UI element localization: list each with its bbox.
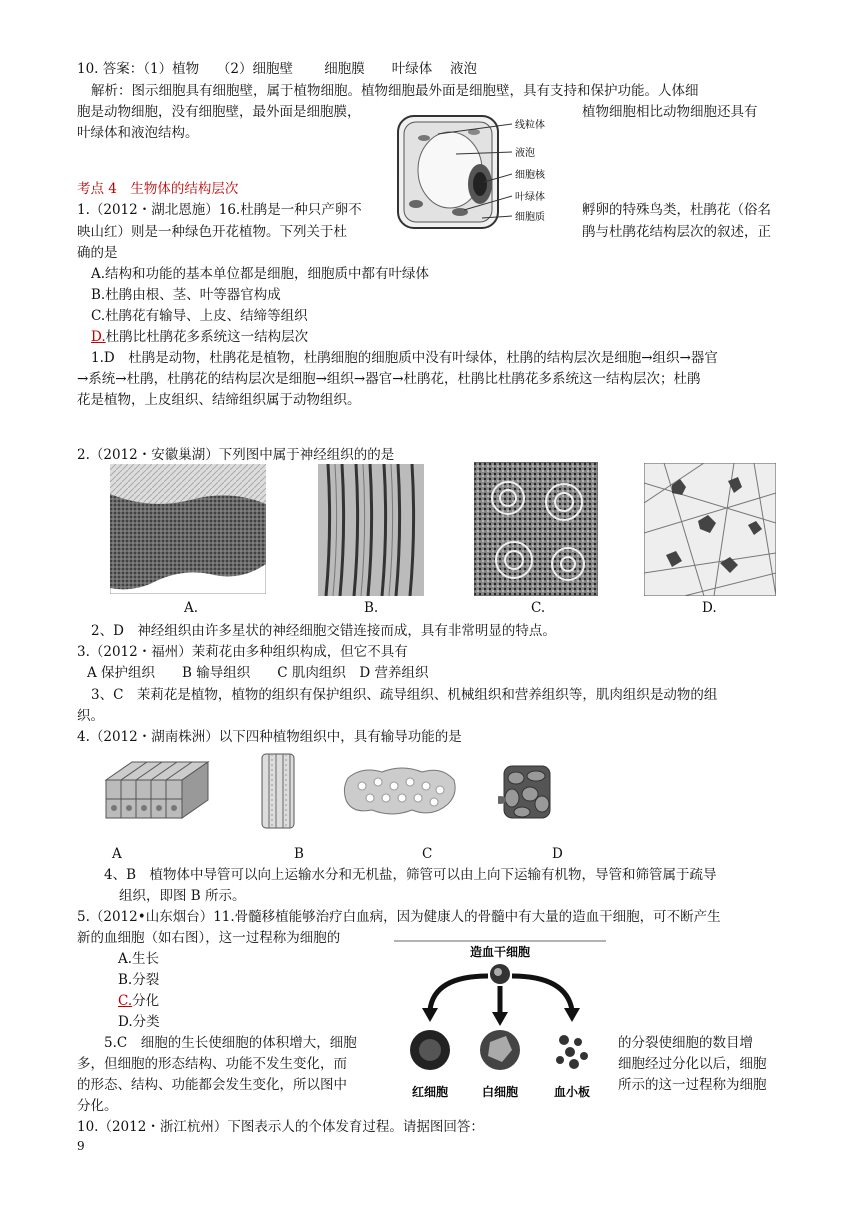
tissue-image-a	[110, 464, 266, 594]
q10-analysis-line: 解析：图示细胞具有细胞壁，属于植物细胞。植物细胞最外面是细胞壁，具有支持和保护功能。人体细	[91, 83, 699, 99]
q2-label-b: B.	[364, 600, 379, 616]
q4-stem: 4.（2012・湖南株洲）以下四种植物组织中，具有输导功能的是	[77, 729, 462, 745]
q3-explanation: 织。	[77, 708, 104, 724]
q5-stem: 5.（2012•山东烟台）11.骨髓移植能够治疗白血病，因为健康人的骨髓中有大量的造血干细胞，可不断产生	[77, 909, 721, 925]
q4-label-d: D	[552, 846, 563, 862]
plant-tissue-d	[498, 760, 554, 822]
q2-stem: 2.（2012・安徽巢湖）下列图中属于神经组织的的是	[77, 447, 395, 463]
cell-label-vacuole: 液泡	[515, 148, 535, 159]
cell-label-mitochondria: 线粒体	[515, 120, 545, 131]
q5-explanation: 所示的这一过程称为细胞	[618, 1077, 767, 1093]
q4-label-a: A	[112, 846, 122, 862]
q10-analysis-line: 植物细胞相比动物细胞还具有	[582, 104, 758, 120]
q10-analysis-line: 胞是动物细胞，没有细胞壁，最外面是细胞膜，	[77, 104, 361, 120]
q1-explanation: 1.D 杜鹃是动物，杜鹃花是植物，杜鹃细胞的细胞质中没有叶绿体，杜鹃的结构层次是细胞→组织→器官	[91, 350, 718, 366]
plant-cell-figure	[394, 110, 570, 234]
q1-option-d	[91, 328, 308, 346]
q1-stem: 1.（2012・湖北恩施）16.杜鹃是一种只产卵不	[77, 202, 362, 218]
plant-tissue-a	[102, 758, 212, 820]
q2-label-c: C.	[531, 600, 546, 616]
q1-option-a: A.结构和功能的基本单位都是细胞，细胞质中都有叶绿体	[91, 266, 430, 282]
q5-explanation: 分化。	[77, 1098, 118, 1114]
tissue-image-d	[644, 463, 776, 596]
plant-tissue-b	[260, 752, 296, 830]
q5-stem: 新的血细胞（如右图），这一过程称为细胞的	[77, 930, 341, 946]
q10-answer-line: 10. 答案：（1）植物 （2）细胞壁 细胞膜 叶绿体 液泡	[77, 61, 478, 77]
white-blood-cell-label: 白细胞	[481, 1085, 519, 1099]
q3-stem: 3.（2012・福州）茉莉花由多种组织构成，但它不具有	[77, 644, 408, 660]
platelet-label: 血小板	[553, 1085, 591, 1099]
q2-label-d: D.	[702, 600, 717, 616]
q1-explanation: 花是植物，上皮组织、结缔组织属于动物组织。	[77, 392, 361, 408]
section-title: 考点 4 生物体的结构层次	[77, 181, 239, 197]
q1-stem: 鹃与杜鹃花结构层次的叙述，正	[582, 224, 771, 240]
tissue-image-b	[318, 464, 424, 596]
cell-label-nucleus: 细胞核	[515, 170, 545, 181]
q1-explanation: →系统→杜鹃，杜鹃花的结构层次是细胞→组织→器官→杜鹃花，杜鹃比杜鹃花多系统这一结构层次；杜鹃	[77, 371, 701, 387]
q1-option-d-letter: D.	[91, 329, 106, 345]
q4-explanation: 4、B 植物体中导管可以向上运输水分和无机盐，筛管可以由上向下运输有机物，导管和筛管属于疏导	[104, 867, 717, 883]
q5-explanation: 细胞经过分化以后，细胞	[618, 1056, 767, 1072]
q10b-stem: 10.（2012・浙江杭州）下图表示人的个体发育过程。请据图回答：	[77, 1119, 484, 1135]
q3-explanation: 3、C 茉莉花是植物，植物的组织有保护组织、疏导组织、机械组织和营养组织等，肌肉组织是动物的组	[91, 687, 718, 703]
q1-option-b: B.杜鹃由根、茎、叶等器官构成	[91, 287, 281, 303]
q2-explanation: 2、D 神经组织由许多星状的神经细胞交错连接而成，具有非常明显的特点。	[91, 623, 556, 639]
q5-explanation: 5.C 细胞的生长使细胞的体积增大，细胞	[104, 1035, 357, 1051]
q4-explanation: 组织，即图 B 所示。	[119, 888, 246, 904]
q5-explanation: 多，但细胞的形态结构、功能不发生变化，而	[77, 1056, 347, 1072]
q5-option-a: A.生长	[118, 951, 160, 967]
stem-cell-title: 造血干细胞	[469, 945, 531, 959]
cell-label-cytoplasm: 细胞质	[515, 212, 545, 223]
red-blood-cell-label: 红细胞	[411, 1085, 449, 1099]
q5-option-b: B.分裂	[118, 972, 160, 988]
q1-stem: 映山红）则是一种绿色开花植物。下列关于杜	[77, 224, 347, 240]
q5-option-d: D.分类	[118, 1014, 160, 1030]
q10-analysis-line: 叶绿体和液泡结构。	[77, 125, 199, 141]
q5-option-c	[118, 992, 159, 1010]
q5-explanation: 的形态、结构、功能都会发生变化，所以图中	[77, 1077, 347, 1093]
q1-option-d-text: 杜鹃比杜鹃花多系统这一结构层次	[105, 329, 309, 345]
q3-options: A 保护组织 B 输导组织 C 肌肉组织 D 营养组织	[87, 665, 429, 681]
q2-label-a: A.	[184, 600, 199, 616]
q5-explanation: 的分裂使细胞的数目增	[618, 1035, 753, 1051]
q4-label-c: C	[422, 846, 433, 862]
q5-option-c-letter: C.	[118, 993, 133, 1009]
tissue-image-c	[474, 462, 598, 596]
q1-stem: 孵卵的特殊鸟类，杜鹃花（俗名	[582, 202, 771, 218]
q1-option-c: C.杜鹃花有输导、上皮、结缔等组织	[91, 308, 308, 324]
q1-stem: 确的是	[77, 245, 118, 261]
q5-option-c-text: 分化	[132, 993, 160, 1009]
page-number: 9	[77, 1139, 85, 1153]
plant-tissue-c	[342, 764, 458, 818]
cell-label-chloroplast: 叶绿体	[515, 192, 545, 203]
q4-label-b: B	[294, 846, 304, 862]
hematopoietic-figure	[394, 938, 606, 1106]
